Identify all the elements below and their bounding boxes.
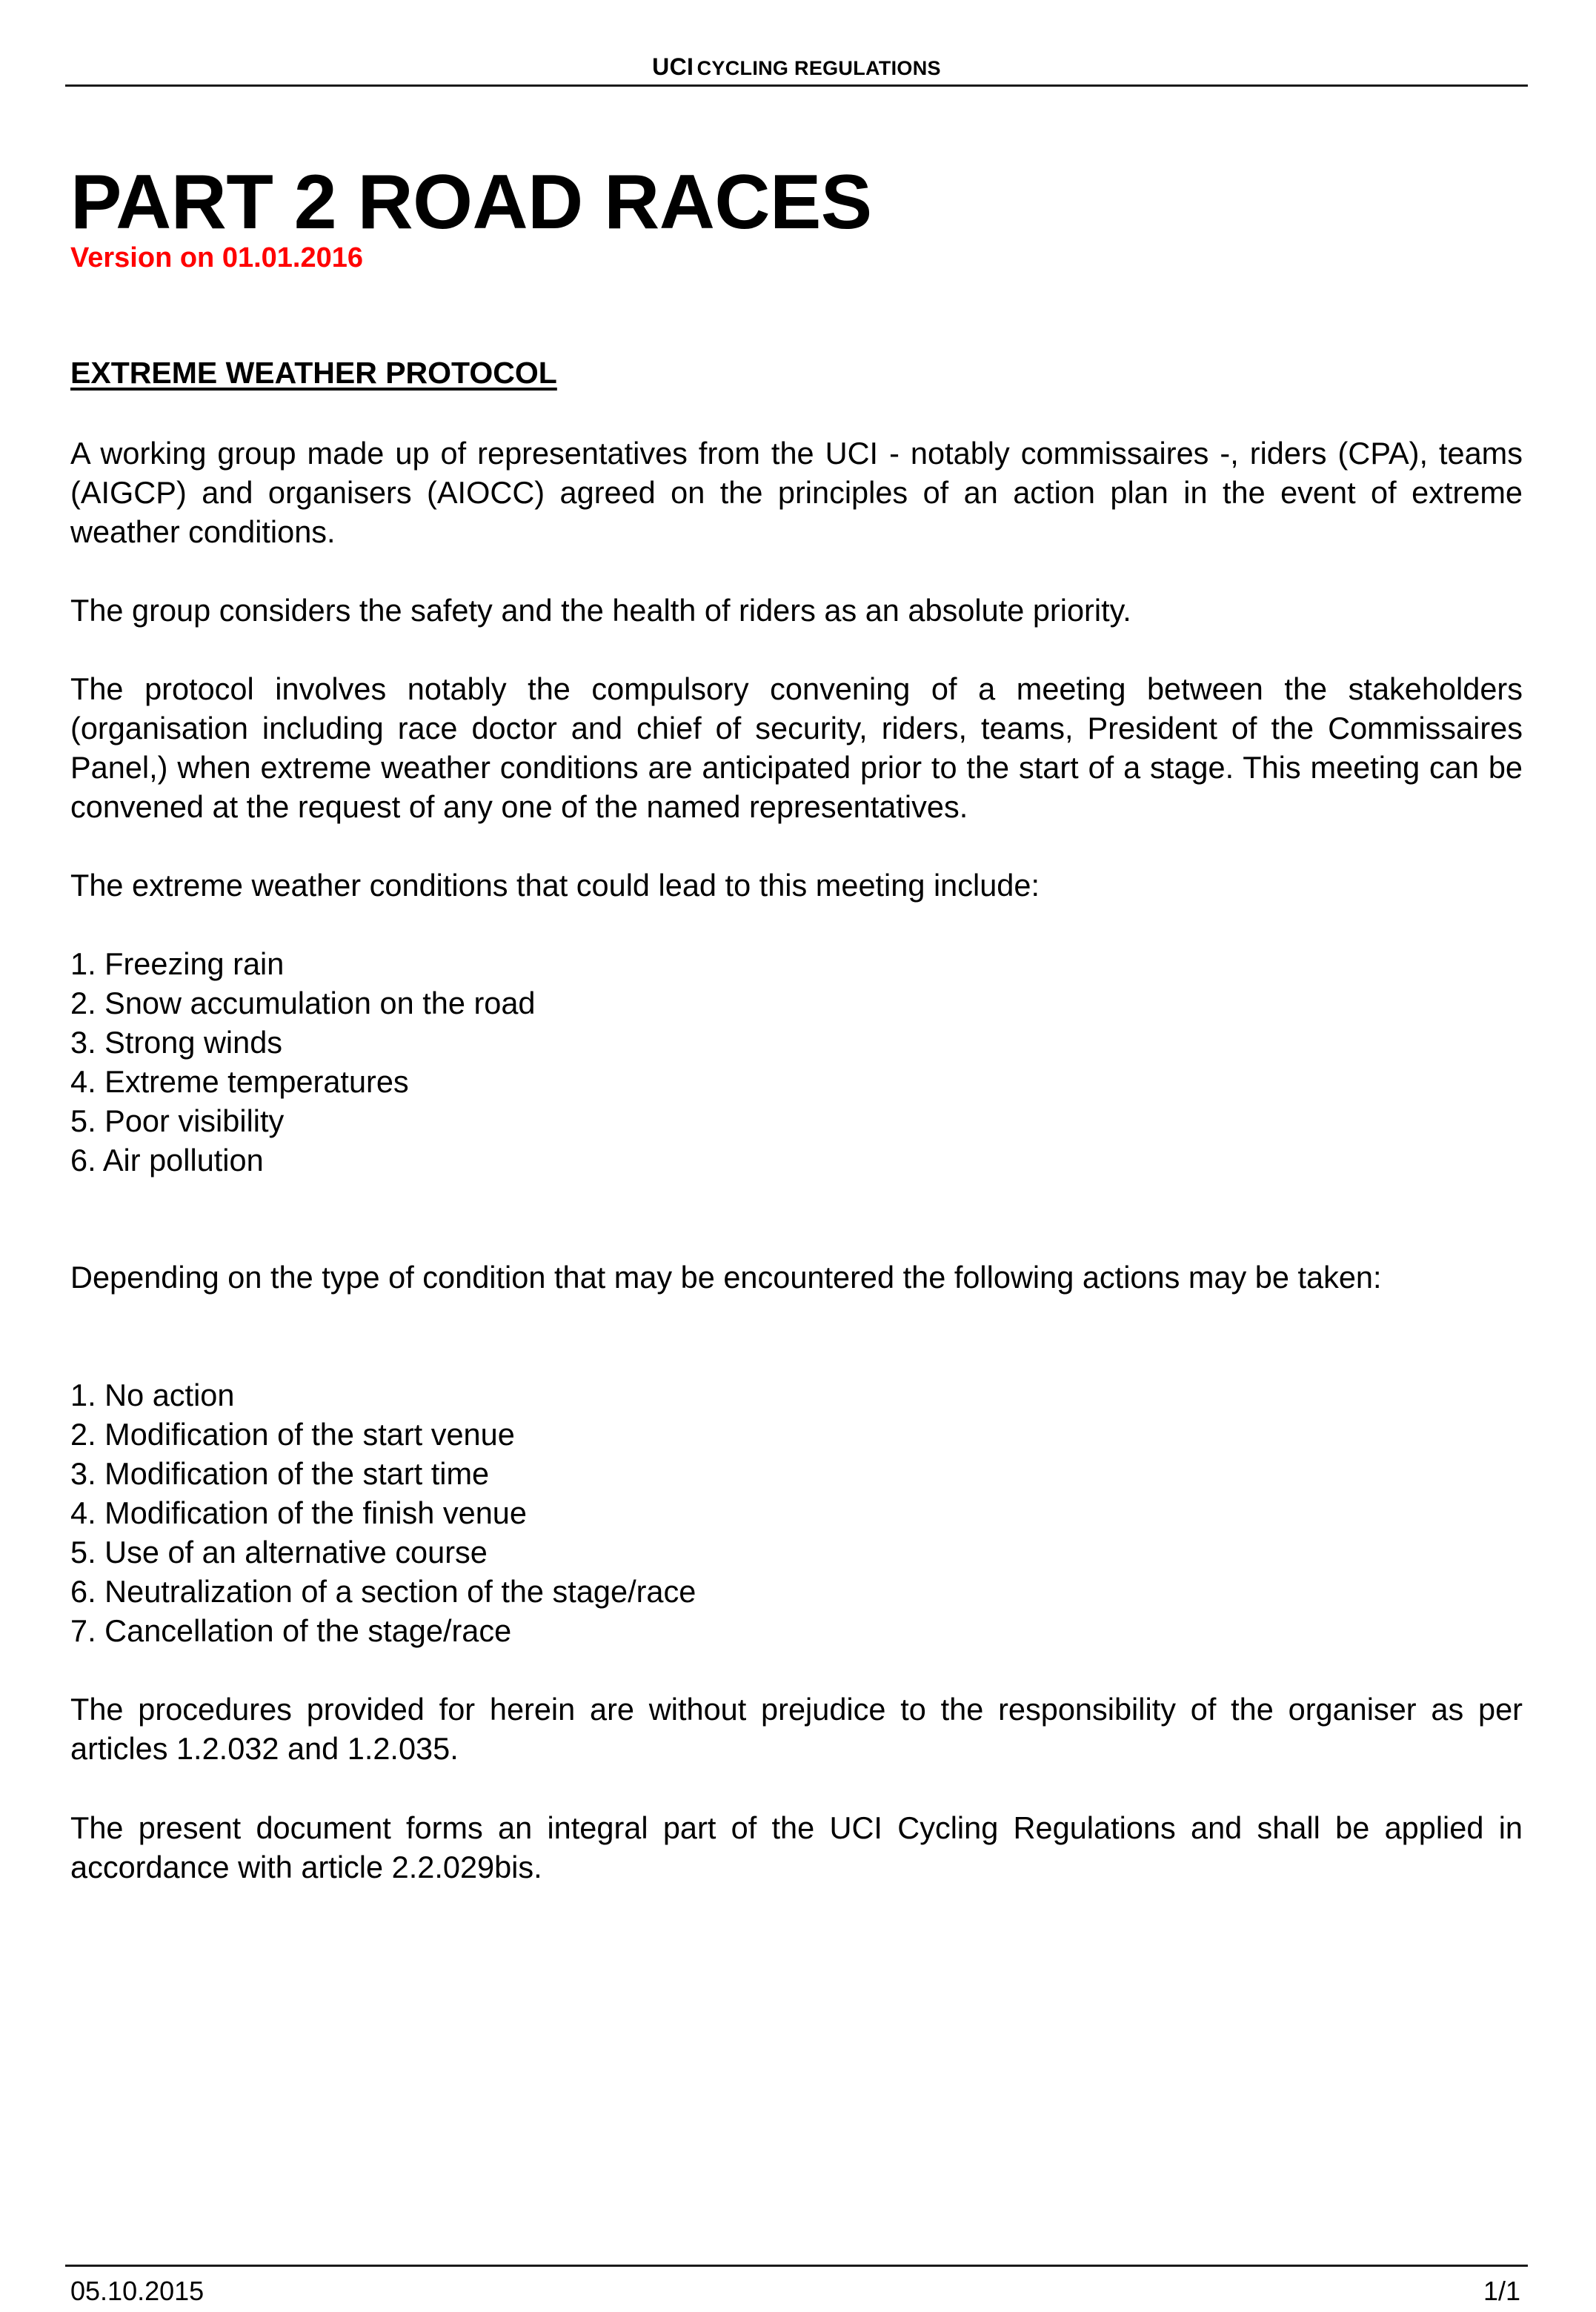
paragraph: The procedures provided for herein are without prejudice to the responsibility of the organiser as per articles 1.2.032 and 1.2.035. <box>70 1692 1523 1766</box>
paragraph-intro <box>70 434 1523 551</box>
list-item: 6. Neutralization of a section of the stage/race <box>70 1574 696 1609</box>
list-item: 4. Extreme temperatures <box>70 1064 409 1099</box>
paragraph: Depending on the type of condition that may be encountered the following actions may be taken: <box>70 1260 1382 1295</box>
document-title: PART 2 ROAD RACES <box>70 159 872 245</box>
header-divider <box>65 84 1528 87</box>
list-item: 7. Cancellation of the stage/race <box>70 1613 512 1648</box>
actions-list <box>70 1375 1523 1650</box>
actions-list-block <box>70 1375 1523 1650</box>
footer-divider <box>65 2265 1528 2267</box>
page-number: 1/1 <box>1483 2276 1520 2306</box>
paragraph-protocol <box>70 669 1523 826</box>
list-item: 5. Use of an alternative course <box>70 1535 488 1569</box>
conditions-list-block <box>70 944 1523 1180</box>
paragraph-integral-part <box>70 1808 1523 1887</box>
list-item: 5. Poor visibility <box>70 1103 285 1138</box>
paragraph-conditions-intro <box>70 866 1523 905</box>
paragraph: A working group made up of representatives from the UCI - notably commissaires -, riders (CPA), teams (AIGCP) and organisers (AIOCC) agreed on the principles of an action plan in the event of extreme weather conditions. <box>70 436 1523 549</box>
list-item: 3. Modification of the start time <box>70 1456 490 1491</box>
paragraph: The extreme weather conditions that could lead to this meeting include: <box>70 868 1040 903</box>
version-label: Version on 01.01.2016 <box>70 242 364 273</box>
header-prefix: UCI <box>652 53 694 80</box>
footer-date: 05.10.2015 <box>70 2276 205 2306</box>
paragraph-priority <box>70 591 1523 630</box>
paragraph: The present document forms an integral part of the UCI Cycling Regulations and shall be applied in accordance with article 2.2.029bis. <box>70 1810 1523 1884</box>
paragraph-procedures <box>70 1690 1523 1768</box>
list-item: 1. Freezing rain <box>70 946 285 981</box>
list-item: 4. Modification of the finish venue <box>70 1495 527 1530</box>
list-item: 1. No action <box>70 1378 235 1412</box>
paragraph-actions-intro <box>70 1258 1523 1297</box>
conditions-list <box>70 944 1523 1180</box>
header-title: CYCLING REGULATIONS <box>696 57 941 79</box>
page-header <box>65 52 1528 86</box>
list-item: 6. Air pollution <box>70 1143 264 1177</box>
paragraph: The protocol involves notably the compulsory convening of a meeting between the stakeholders (organisation including race doctor and chief of security, riders, teams, President of the Commissaires Panel,) when extreme weather conditions are anticipated prior to the start of a stage. This meeting can be convened at the request of any one of the named representatives. <box>70 671 1523 824</box>
section-heading: EXTREME WEATHER PROTOCOL <box>70 356 557 390</box>
list-item: 3. Strong winds <box>70 1025 283 1060</box>
list-item: 2. Modification of the start venue <box>70 1417 515 1452</box>
paragraph: The group considers the safety and the health of riders as an absolute priority. <box>70 593 1131 628</box>
list-item: 2. Snow accumulation on the road <box>70 986 536 1020</box>
